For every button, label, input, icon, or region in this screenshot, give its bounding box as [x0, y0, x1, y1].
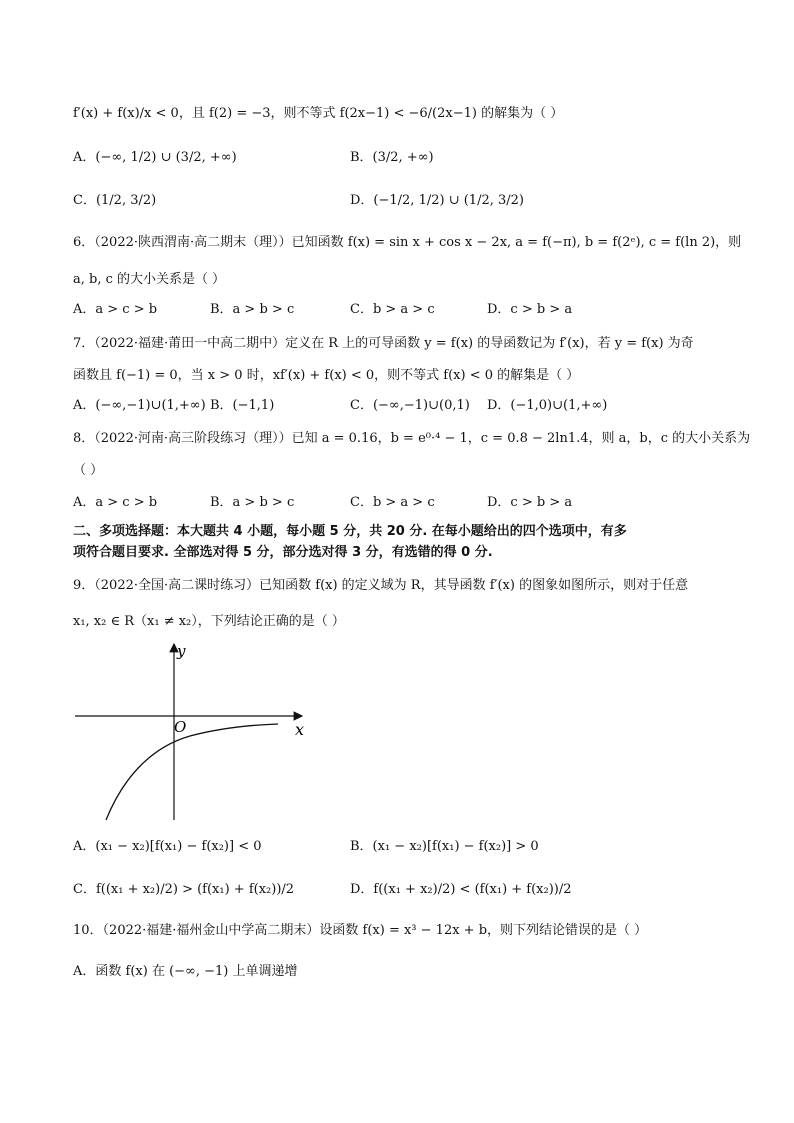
q9-option-a: A．(x₁ − x₂)[f(x₁) − f(x₂)] < 0	[73, 839, 262, 854]
q7-option-b: B．(−1,1)	[210, 398, 275, 413]
origin-label: O	[174, 718, 187, 736]
q5-option-d: D．(−1/2, 1/2) ∪ (1/2, 3/2)	[350, 193, 524, 208]
q8-option-b: B．a > b > c	[210, 495, 295, 510]
section2-heading-line1: 二、多项选择题：本大题共 4 小题，每小题 5 分，共 20 分. 在每小题给出的四个选项中，有多	[73, 524, 627, 539]
q5-option-a: A．(−∞, 1/2) ∪ (3/2, +∞)	[73, 150, 237, 165]
q8-option-d: D．c > b > a	[487, 495, 573, 510]
y-axis-label: y	[177, 642, 186, 660]
q7-option-d: D．(−1,0)∪(1,+∞)	[487, 398, 608, 413]
q5-stem: f′(x) + f(x)/x < 0，且 f(2) = −3，则不等式 f(2x−1) < −6/(2x−1) 的解集为（ ）	[73, 106, 564, 121]
q9-line2: x₁, x₂ ∈ R（x₁ ≠ x₂），下列结论正确的是（ ）	[73, 614, 345, 629]
q6-option-d: D．c > b > a	[487, 302, 573, 317]
q10-option-a: A．函数 f(x) 在 (−∞, −1) 上单调递增	[73, 964, 298, 979]
q8-line2: （ ）	[73, 463, 104, 478]
q7-option-a: A．(−∞,−1)∪(1,+∞)	[73, 398, 206, 413]
derivative-graph	[70, 638, 320, 823]
q7-option-c: C．(−∞,−1)∪(0,1)	[350, 398, 470, 413]
q7-line1: 7．（2022·福建·莆田一中高二期中）定义在 R 上的可导函数 y = f(x) 的导函数记为 f′(x)，若 y = f(x) 为奇	[73, 336, 694, 351]
q8-option-a: A．a > c > b	[73, 495, 158, 510]
q5-option-b: B．(3/2, +∞)	[350, 150, 434, 165]
q6-option-a: A．a > c > b	[73, 302, 158, 317]
q6-option-c: C．b > a > c	[350, 302, 435, 317]
q6-option-b: B．a > b > c	[210, 302, 295, 317]
q6-line2: a, b, c 的大小关系是（ ）	[73, 272, 226, 287]
q9-line1: 9．（2022·全国·高二课时练习）已知函数 f(x) 的定义域为 R，其导函数 f′(x) 的图象如图所示，则对于任意	[73, 578, 689, 593]
section2-heading-line2: 项符合题目要求. 全部选对得 5 分，部分选对得 3 分，有选错的得 0 分.	[73, 545, 493, 560]
q8-option-c: C．b > a > c	[350, 495, 435, 510]
q9-option-c: C．f((x₁ + x₂)/2) > (f(x₁) + f(x₂))/2	[73, 882, 295, 897]
q9-option-b: B．(x₁ − x₂)[f(x₁) − f(x₂)] > 0	[350, 839, 539, 854]
q10-line1: 10．（2022·福建·福州金山中学高二期末）设函数 f(x) = x³ − 12x + b，则下列结论错误的是（ ）	[73, 923, 648, 938]
q5-option-c: C．(1/2, 3/2)	[73, 193, 157, 208]
derivative-curve	[106, 724, 278, 820]
q6-line1: 6．（2022·陕西渭南·高二期末（理））已知函数 f(x) = sin x + cos x − 2x, a = f(−π), b = f(2ᵉ), c = f(ln 2)，则	[73, 235, 742, 250]
q9-option-d: D．f((x₁ + x₂)/2) < (f(x₁) + f(x₂))/2	[350, 882, 572, 897]
x-axis-label: x	[295, 720, 305, 739]
q8-line1: 8．（2022·河南·高三阶段练习（理））已知 a = 0.16，b = e⁰·⁴ − 1，c = 0.8 − 2ln1.4，则 a，b，c 的大小关系为	[73, 431, 751, 446]
q7-line2: 函数且 f(−1) = 0，当 x > 0 时，xf′(x) + f(x) < 0，则不等式 f(x) < 0 的解集是（ ）	[73, 368, 580, 383]
